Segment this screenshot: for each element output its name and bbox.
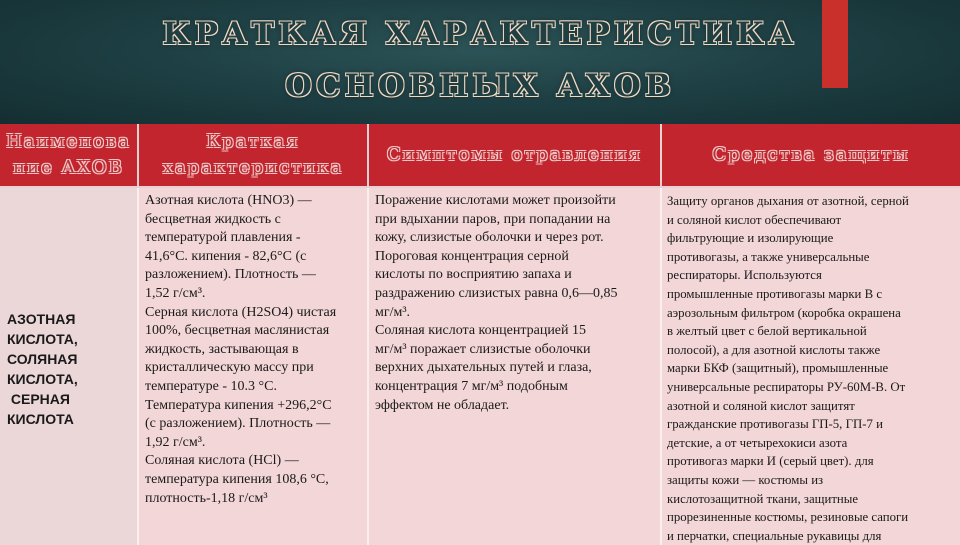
protection-line: фильтрующие и изолирующие: [667, 231, 834, 246]
header-characteristics-line: характеристика: [162, 157, 344, 178]
title-line-1: КРАТКАЯ ХАРАКТЕРИСТИКА: [162, 16, 798, 52]
header-characteristics: [138, 124, 368, 187]
characteristics-line: бесцветная жидкость с: [145, 211, 281, 227]
symptoms-line: эффектом не обладает.: [375, 397, 510, 413]
symptoms-line: мг/м³.: [375, 304, 411, 320]
cell-protection: [661, 187, 960, 545]
characteristics-line: 41,6°C. кипения - 82,6°C (с: [145, 248, 307, 264]
symptoms-line: кислоты по восприятию запаха и: [375, 267, 572, 283]
name-line: СЕРНАЯ: [7, 390, 70, 407]
header-name-line: Наименова: [6, 131, 131, 152]
header-row: [0, 124, 960, 187]
name-line: КИСЛОТА: [7, 410, 74, 427]
protection-line: полосой), а для азотной кислоты также: [667, 342, 881, 357]
characteristics-line: температурой плавления -: [145, 230, 301, 246]
symptoms-line: концентрация 7 мг/м³ подобным: [375, 378, 568, 394]
protection-line: кислотозащитной ткани, защитные: [667, 491, 859, 506]
header-name-line: ние АХОВ: [13, 157, 124, 178]
characteristics-line: температуре - 10.3 °C.: [145, 378, 277, 394]
symptoms-line: Поражение кислотами может произойти: [375, 193, 616, 208]
characteristics-line: кристаллическую массу при: [145, 360, 314, 376]
table-row: [0, 187, 960, 545]
characteristics-line: (с разложением). Плотность —: [145, 416, 331, 432]
ahov-table: [0, 124, 960, 545]
symptoms-line: раздражению слизистых равна 0,6—0,85: [375, 285, 618, 301]
protection-line: противогазы, а также универсальные: [667, 249, 870, 264]
protection-line: азотной и соляной кислот защитят: [667, 398, 855, 413]
cell-name: [0, 187, 138, 545]
protection-line: и перчатки, специальные рукавицы для: [667, 528, 882, 543]
characteristics-line: жидкость, застывающая в: [145, 341, 299, 357]
protection-line: защиты кожи — костюмы из: [667, 472, 824, 487]
header-protection: [661, 124, 960, 187]
protection-line: детские, а от четырехокиси азота: [667, 435, 848, 450]
protection-line: противогаз марки И (серый цвет). для: [667, 454, 874, 469]
symptoms-line: Соляная кислота концентрацией 15: [375, 323, 587, 339]
cell-symptoms: [368, 187, 661, 545]
protection-line: Защиту органов дыхания от азотной, серной: [667, 194, 909, 208]
protection-line: гражданские противогазы ГП-5, ГП-7 и: [667, 417, 883, 432]
characteristics-line: 1,52 г/см³.: [145, 285, 206, 301]
symptoms-line: мг/м³ поражает слизистые оболочки: [375, 341, 591, 357]
header-name: [0, 124, 138, 187]
characteristics-line: Серная кислота (H2SO4) чистая: [145, 304, 337, 320]
header-symptoms: [368, 124, 661, 187]
protection-line: универсальные респираторы РУ-60М-В. От: [667, 379, 906, 394]
protection-line: марки БКФ (защитный), промышленные: [667, 361, 889, 376]
cell-characteristics: [138, 187, 368, 545]
header-characteristics-line: Краткая: [206, 131, 300, 152]
characteristics-line: разложением). Плотность —: [145, 267, 316, 283]
characteristics-line: 1,92 г/см³.: [145, 434, 206, 450]
title-line-2: ОСНОВНЫХ АХОВ: [284, 68, 676, 104]
protection-line: прорезиненные костюмы, резиновые сапоги: [667, 510, 909, 525]
slide-title: [100, 8, 860, 112]
characteristics-line: температура кипения 108,6 °C,: [145, 471, 329, 487]
name-line: СОЛЯНАЯ: [7, 350, 78, 367]
symptoms-line: Пороговая концентрация серной: [375, 248, 569, 264]
protection-line: респираторы. Используются: [667, 268, 822, 283]
name-line: АЗОТНАЯ: [7, 310, 76, 327]
protection-line: промышленные противогазы марки В с: [667, 286, 883, 301]
symptoms-line: при вдыхании паров, при попадании на: [375, 211, 611, 227]
header-protection-line: Средства защиты: [712, 144, 910, 165]
protection-line: аэрозольным фильтром (коробка окрашена: [667, 305, 901, 320]
symptoms-line: верхних дыхательных путей и глаза,: [375, 360, 592, 376]
header-symptoms-line: Симптомы отравления: [386, 144, 643, 165]
symptoms-line: кожу, слизистые оболочки и через рот.: [375, 230, 604, 246]
characteristics-line: Температура кипения +296,2°C: [145, 397, 332, 413]
name-line: КИСЛОТА,: [7, 330, 78, 347]
protection-line: в желтый цвет с белой вертикальной: [667, 324, 867, 339]
characteristics-line: 100%, бесцветная маслянистая: [145, 323, 330, 339]
characteristics-line: Азотная кислота (HNO3) —: [145, 193, 312, 208]
name-line: КИСЛОТА,: [7, 370, 78, 387]
protection-line: и соляной кислот обеспечивают: [667, 212, 842, 227]
characteristics-line: Соляная кислота (HCl) —: [145, 453, 299, 469]
characteristics-line: плотность-1,18 г/см³: [145, 490, 268, 506]
